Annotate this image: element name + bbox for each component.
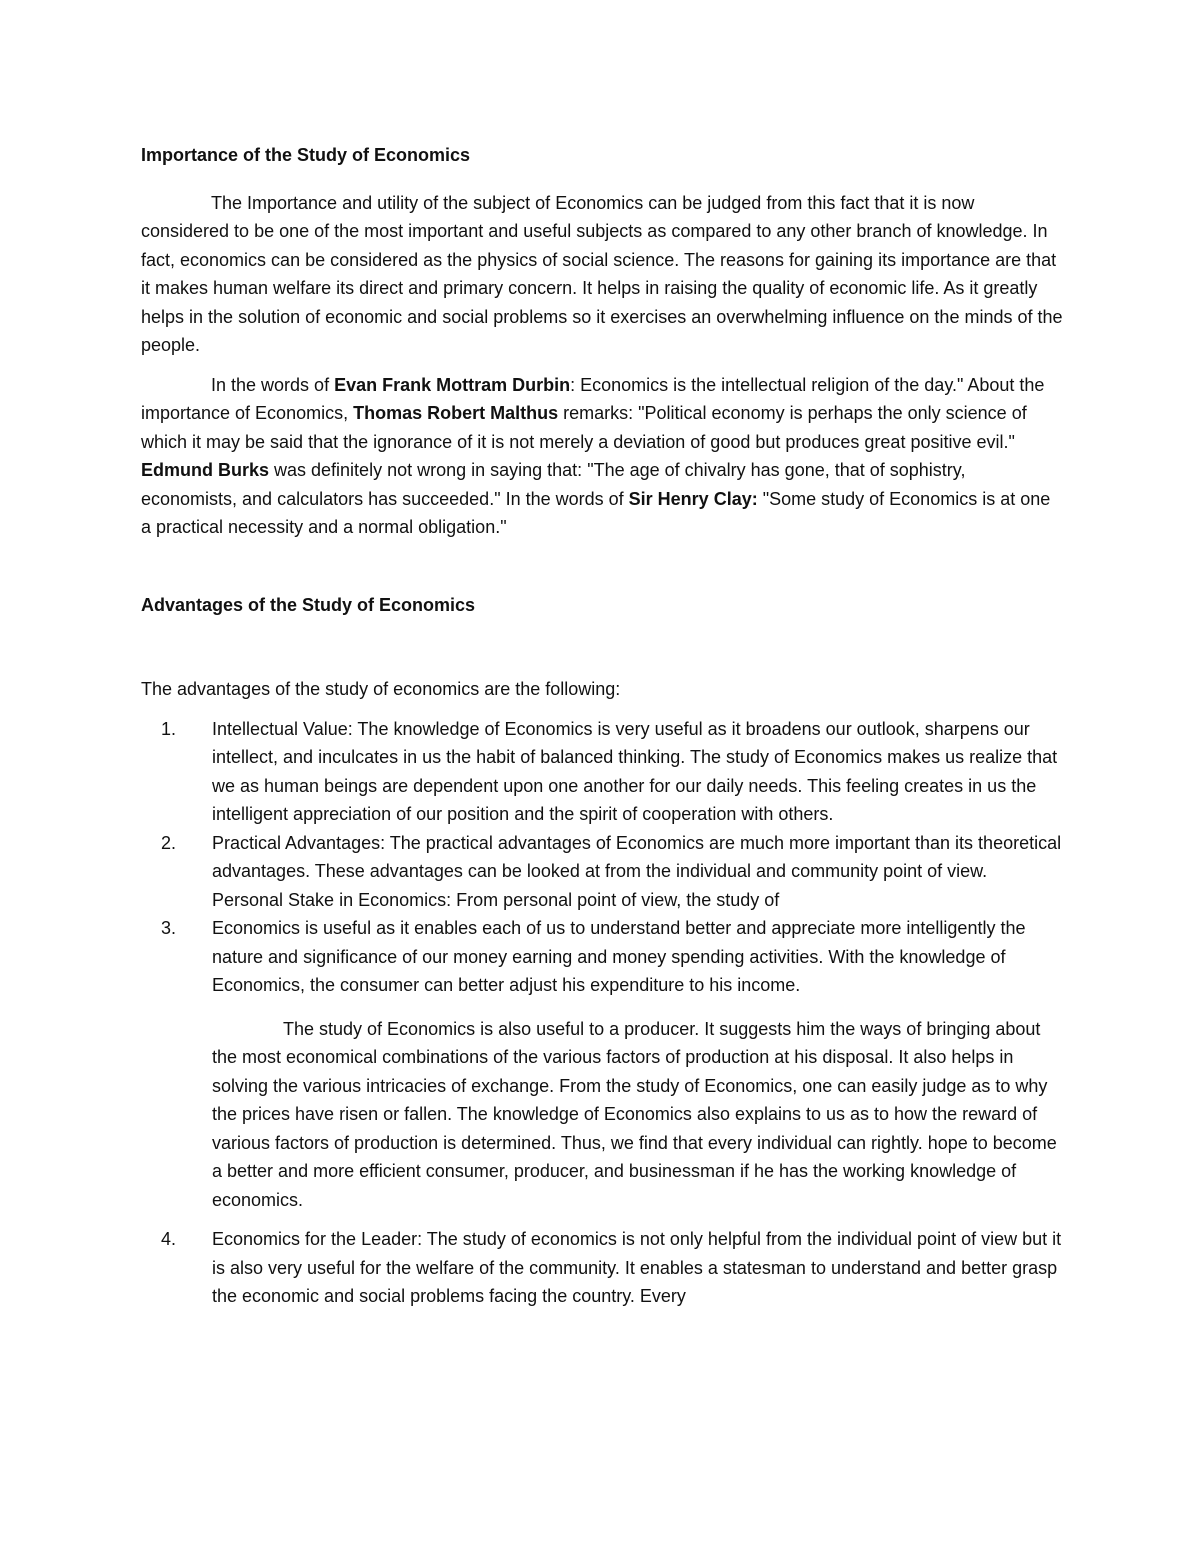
list-item — [141, 829, 1063, 915]
list-intro: The advantages of the study of economics are the following: — [141, 679, 621, 699]
author-name: Edmund Burks — [141, 460, 270, 480]
quote-text: In the words of — [211, 374, 335, 395]
list-item-number: 2. — [161, 832, 177, 853]
quote-text: "Some study of Economics is at one a practical necessity and a normal obligation." — [141, 488, 1051, 537]
list-item-text: Practical Advantages: The practical advantages of Economics are much more important than its theoretical advantages. These advantages can be looked at from the individual and community point of view. Personal Stake in Economics: From personal point of view, the study of — [212, 832, 1062, 910]
advantages-list-continued — [141, 1225, 1063, 1311]
author-name: Sir Henry Clay: — [628, 488, 758, 509]
list-item-number: 3. — [161, 918, 177, 938]
paragraph-producer: The study of Economics is also useful to a producer. It suggests him the ways of bringing about the most economical combinations of the various factors of production at his disposal. It also helps in solving the various intricacies of exchange. From the study of Economics, one can easily judge as to why the prices have risen or fallen. The knowledge of Economics also explains to us as to how the reward of various factors of production is determined. Thus, we find that every individual can rightly. hope to become a better and more efficient consumer, producer, and businessman if he has the working knowledge of economics. — [212, 1018, 1057, 1210]
document-body — [141, 141, 1063, 1311]
list-item — [141, 715, 1063, 829]
list-item-text: Intellectual Value: The knowledge of Economics is very useful as it broadens our outlook, sharpens our intellect, and inculcates in us the habit of balanced thinking. The study of Economics makes us realize that we as human beings are dependent upon one another for our daily needs. This feeling creates in us the intelligent appreciation of our position and the spirit of cooperation with others. — [212, 718, 1058, 824]
advantages-list — [141, 715, 1063, 1000]
list-item-text: Economics is useful as it enables each of us to understand better and appreciate more intelligently the nature and significance of our money earning and money spending activities. With the knowledge of Economics, the consumer can better adjust his expenditure to his income. — [212, 918, 1026, 995]
list-item-number: 1. — [161, 718, 177, 739]
paragraph-quotes — [141, 371, 1063, 542]
list-item — [141, 914, 1063, 1000]
quote-text: remarks: "Political economy is perhaps the only science of which it may be said that the ignorance of it is not merely a deviation of good but produces great positive evil." — [141, 403, 1027, 452]
list-item-number: 4. — [161, 1229, 177, 1249]
section-heading-importance: Importance of the Study of Economics — [141, 145, 471, 165]
list-item — [141, 1225, 1063, 1311]
list-item-text: Economics for the Leader: The study of economics is not only helpful from the individual point of view but it is also very useful for the welfare of the community. It enables a statesman to understand and better grasp the economic and social problems facing the country. Every — [212, 1229, 1062, 1306]
author-name: Evan Frank Mottram Durbin — [334, 374, 571, 395]
quote-text: was definitely not wrong in saying that: "The age of chivalry has gone, that of sophistry, economists, and calculators has succeeded." In the words of — [141, 460, 966, 509]
section-heading-advantages: Advantages of the Study of Economics — [141, 594, 476, 615]
paragraph-importance: The Importance and utility of the subject of Economics can be judged from this fact that it is now considered to be one of the most important and useful subjects as compared to any other branch of knowledge. In fact, economics can be considered as the physics of social science. The reasons for gaining its importance are that it makes human welfare its direct and primary concern. It helps in raising the quality of economic life. As it greatly helps in the solution of economic and social problems so it exercises an overwhelming influence on the minds of the people. — [141, 192, 1063, 355]
author-name: Thomas Robert Malthus — [353, 403, 559, 423]
quote-text: : Economics is the intellectual religion of the day." About the importance of Economics, — [141, 374, 1045, 423]
